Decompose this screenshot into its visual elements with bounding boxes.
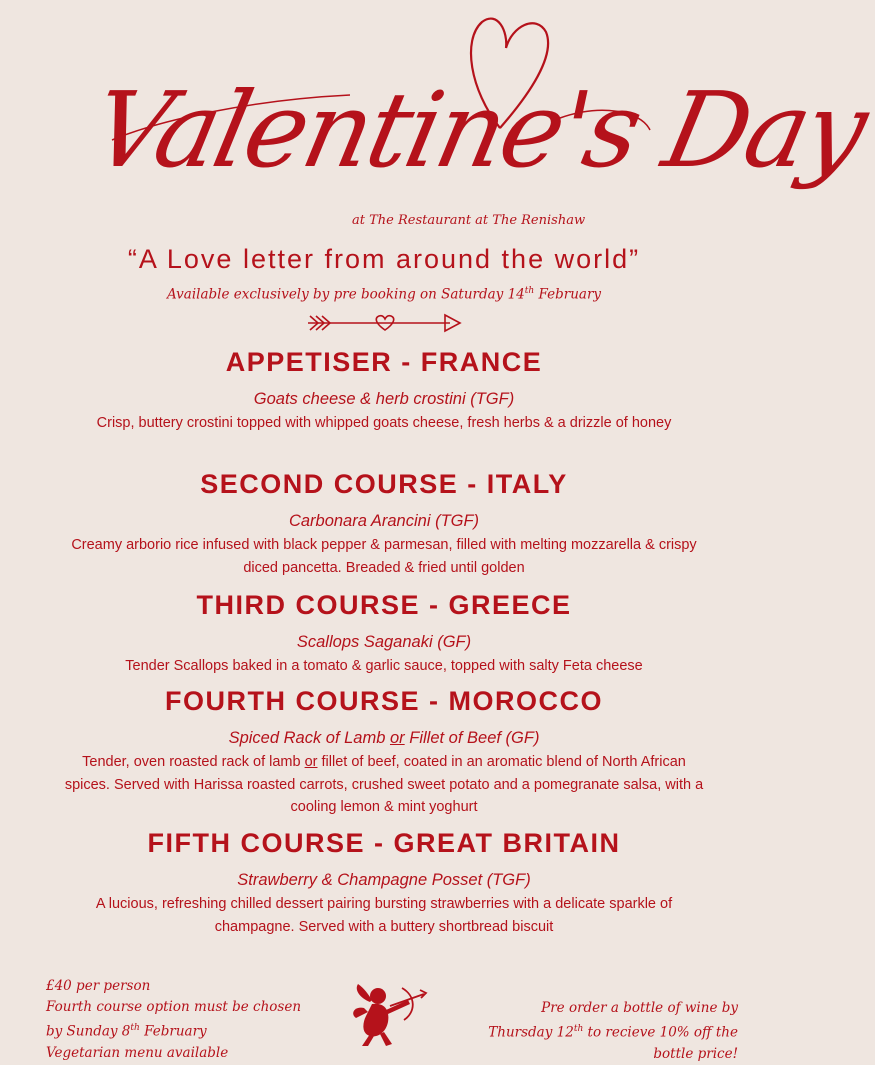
course-heading: APPETISER - FRANCE bbox=[225, 347, 543, 377]
tagline: “A Love letter from around the world” bbox=[127, 244, 641, 274]
dish-name: Carbonara Arancini (TGF) bbox=[288, 512, 480, 530]
dish-description: A lucious, refreshing chilled dessert pairing bursting strawberries with a delicate sparkle of champagne. Served with a buttery shortbread biscuit bbox=[95, 896, 673, 935]
course-fifth bbox=[0, 827, 768, 938]
vegetarian-line: Vegetarian menu available bbox=[46, 1044, 229, 1061]
dish-description: Tender, oven roasted rack of lamb or fillet of beef, coated in an aromatic blend of North African spices. Served with Harissa roasted carrots, crushed sweet potato and a pomegranate salsa, with a cooling lemon & mint yoghurt bbox=[64, 754, 704, 815]
course-fourth bbox=[0, 685, 768, 819]
dish-name: Scallops Saganaki (GF) bbox=[296, 633, 472, 651]
wine-line-1: Pre order a bottle of wine by bbox=[541, 1000, 738, 1016]
wine-line-3: bottle price! bbox=[653, 1045, 738, 1062]
venue-subtitle: at The Restaurant at The Renishaw bbox=[352, 213, 586, 228]
course-third bbox=[0, 589, 768, 678]
cupid-icon bbox=[350, 980, 428, 1050]
dish-name: Strawberry & Champagne Posset (TGF) bbox=[237, 871, 531, 889]
availability-note: Available exclusively by pre booking on Saturday 14th February bbox=[166, 286, 602, 303]
dish-name: Goats cheese & herb crostini (TGF) bbox=[253, 390, 515, 408]
course-heading: FIFTH COURSE - GREAT BRITAIN bbox=[147, 828, 621, 858]
wine-line-2: Thursday 12th to recieve 10% off the bbox=[488, 1024, 738, 1041]
course-heading: SECOND COURSE - ITALY bbox=[200, 469, 568, 499]
option-line: Fourth course option must be chosen bbox=[46, 999, 302, 1015]
deadline-line: by Sunday 8th February bbox=[46, 1023, 207, 1040]
dish-description: Tender Scallops baked in a tomato & garlic sauce, topped with salty Feta cheese bbox=[125, 658, 643, 674]
arrow-heart-icon bbox=[300, 310, 470, 336]
page-title: Valentine's Day bbox=[82, 69, 875, 191]
dish-description: Crisp, buttery crostini topped with whipped goats cheese, fresh herbs & a drizzle of honey bbox=[96, 415, 672, 431]
course-heading: FOURTH COURSE - MOROCCO bbox=[165, 686, 603, 716]
wine-offer bbox=[488, 998, 738, 1065]
course-second bbox=[0, 468, 768, 579]
dish-description: Creamy arborio rice infused with black pepper & parmesan, filled with melting mozzarella & crispy diced pancetta. Breaded & fried until golden bbox=[71, 537, 697, 576]
footer-info bbox=[46, 976, 301, 1064]
course-heading: THIRD COURSE - GREECE bbox=[196, 590, 572, 620]
price-line: £40 per person bbox=[46, 978, 151, 994]
dish-name: Spiced Rack of Lamb or Fillet of Beef (GF) bbox=[228, 729, 540, 747]
course-appetiser bbox=[0, 346, 768, 435]
